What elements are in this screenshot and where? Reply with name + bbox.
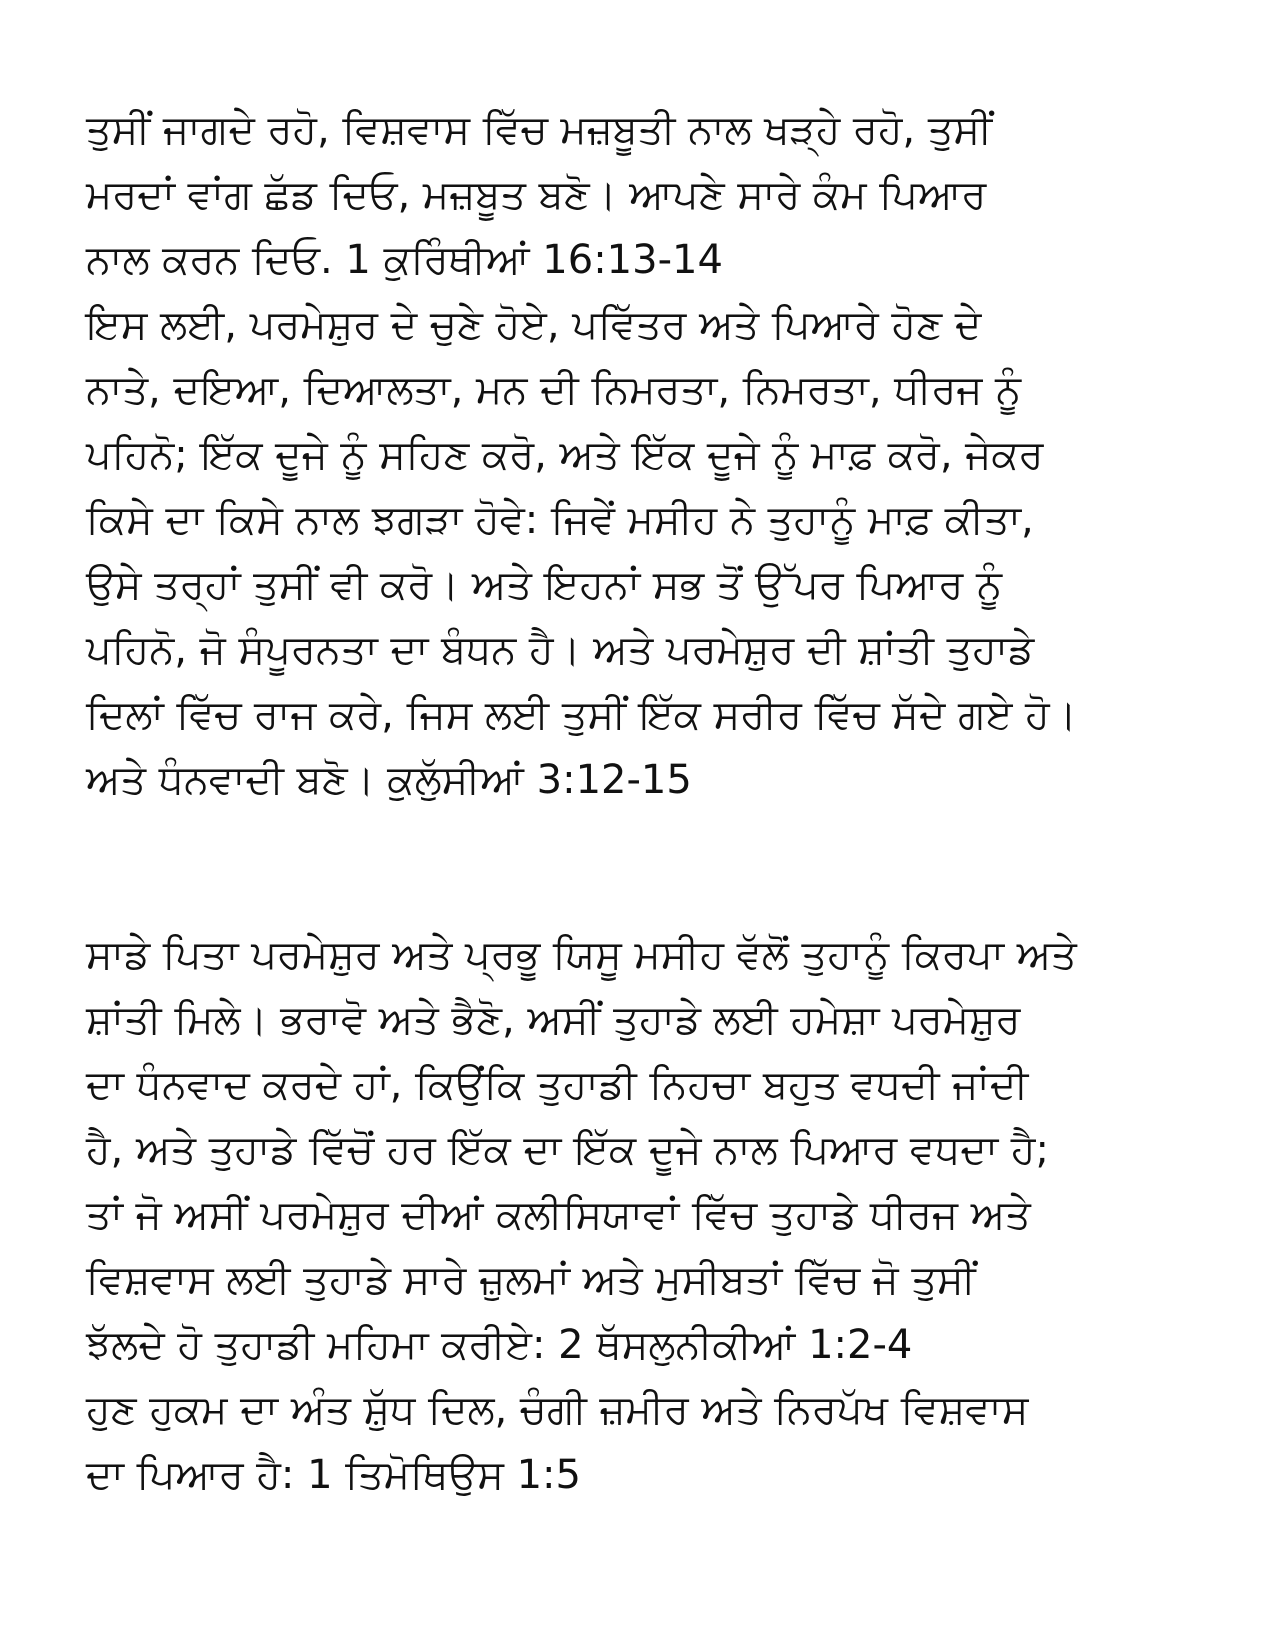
text-line: ਸਾਡੇ ਪਿਤਾ ਪਰਮੇਸ਼ੁਰ ਅਤੇ ਪ੍ਰਭੂ ਯਿਸੂ ਮਸੀਹ ਵੱਲੋਂ ਤੁਹਾਨੂੰ ਕਿਰਪਾ ਅਤੇ (86, 932, 1077, 978)
text-line: ਹੈ, ਅਤੇ ਤੁਹਾਡੇ ਵਿੱਚੋਂ ਹਰ ਇੱਕ ਦਾ ਇੱਕ ਦੂਜੇ ਨਾਲ ਪਿਆਰ ਵਧਦਾ ਹੈ; (86, 1127, 1049, 1173)
scripture-paragraph-1 (86, 98, 1206, 813)
text-line: ਨਾਤੇ, ਦਇਆ, ਦਿਆਲਤਾ, ਮਨ ਦੀ ਨਿਮਰਤਾ, ਨਿਮਰਤਾ, ਧੀਰਜ ਨੂੰ (86, 367, 1022, 413)
text-line: ਮਰਦਾਂ ਵਾਂਗ ਛੱਡ ਦਿਓ, ਮਜ਼ਬੂਤ ਬਣੋ। ਆਪਣੇ ਸਾਰੇ ਕੰਮ ਪਿਆਰ (86, 172, 987, 218)
text-line: ਪਹਿਨੋ, ਜੋ ਸੰਪੂਰਨਤਾ ਦਾ ਬੰਧਨ ਹੈ। ਅਤੇ ਪਰਮੇਸ਼ੁਰ ਦੀ ਸ਼ਾਂਤੀ ਤੁਹਾਡੇ (86, 627, 1035, 673)
text-line: ਅਤੇ ਧੰਨਵਾਦੀ ਬਣੋ। ਕੁਲੁੱਸੀਆਂ 3:12-15 (86, 757, 692, 803)
text-line: ਦਾ ਧੰਨਵਾਦ ਕਰਦੇ ਹਾਂ, ਕਿਉਂਕਿ ਤੁਹਾਡੀ ਨਿਹਚਾ ਬਹੁਤ ਵਧਦੀ ਜਾਂਦੀ (86, 1062, 1029, 1108)
text-line: ਕਿਸੇ ਦਾ ਕਿਸੇ ਨਾਲ ਝਗੜਾ ਹੋਵੇ: ਜਿਵੇਂ ਮਸੀਹ ਨੇ ਤੁਹਾਨੂੰ ਮਾਫ਼ ਕੀਤਾ, (86, 497, 1034, 543)
text-line: ਇਸ ਲਈ, ਪਰਮੇਸ਼ੁਰ ਦੇ ਚੁਣੇ ਹੋਏ, ਪਵਿੱਤਰ ਅਤੇ ਪਿਆਰੇ ਹੋਣ ਦੇ (86, 302, 982, 348)
text-line: ਸ਼ਾਂਤੀ ਮਿਲੇ। ਭਰਾਵੋ ਅਤੇ ਭੈਣੋ, ਅਸੀਂ ਤੁਹਾਡੇ ਲਈ ਹਮੇਸ਼ਾ ਪਰਮੇਸ਼ੁਰ (86, 997, 1021, 1043)
text-line: ਤਾਂ ਜੋ ਅਸੀਂ ਪਰਮੇਸ਼ੁਰ ਦੀਆਂ ਕਲੀਸਿਯਾਵਾਂ ਵਿੱਚ ਤੁਹਾਡੇ ਧੀਰਜ ਅਤੇ (86, 1192, 1031, 1238)
text-line: ਦਾ ਪਿਆਰ ਹੈ: 1 ਤਿਮੋਥਿਉਸ 1:5 (86, 1452, 581, 1498)
text-line: ਹੁਣ ਹੁਕਮ ਦਾ ਅੰਤ ਸ਼ੁੱਧ ਦਿਲ, ਚੰਗੀ ਜ਼ਮੀਰ ਅਤੇ ਨਿਰਪੱਖ ਵਿਸ਼ਵਾਸ (86, 1387, 1029, 1433)
text-line: ਉਸੇ ਤਰ੍ਹਾਂ ਤੁਸੀਂ ਵੀ ਕਰੋ। ਅਤੇ ਇਹਨਾਂ ਸਭ ਤੋਂ ਉੱਪਰ ਪਿਆਰ ਨੂੰ (86, 562, 1003, 608)
text-line: ਵਿਸ਼ਵਾਸ ਲਈ ਤੁਹਾਡੇ ਸਾਰੇ ਜ਼ੁਲਮਾਂ ਅਤੇ ਮੁਸੀਬਤਾਂ ਵਿੱਚ ਜੋ ਤੁਸੀਂ (86, 1257, 976, 1303)
scripture-paragraph-2 (86, 923, 1206, 1508)
text-line: ਤੁਸੀਂ ਜਾਗਦੇ ਰਹੋ, ਵਿਸ਼ਵਾਸ ਵਿੱਚ ਮਜ਼ਬੂਤੀ ਨਾਲ ਖੜ੍ਹੇ ਰਹੋ, ਤੁਸੀਂ (86, 107, 993, 153)
text-line: ਦਿਲਾਂ ਵਿੱਚ ਰਾਜ ਕਰੇ, ਜਿਸ ਲਈ ਤੁਸੀਂ ਇੱਕ ਸਰੀਰ ਵਿੱਚ ਸੱਦੇ ਗਏ ਹੋ। (86, 692, 1077, 738)
text-line: ਨਾਲ ਕਰਨ ਦਿਓ. 1 ਕੁਰਿੰਥੀਆਂ 16:13-14 (86, 237, 723, 283)
text-line: ਝੱਲਦੇ ਹੋ ਤੁਹਾਡੀ ਮਹਿਮਾ ਕਰੀਏ: 2 ਥੱਸਲੁਨੀਕੀਆਂ 1:2-4 (86, 1322, 913, 1368)
text-line: ਪਹਿਨੋ; ਇੱਕ ਦੂਜੇ ਨੂੰ ਸਹਿਣ ਕਰੋ, ਅਤੇ ਇੱਕ ਦੂਜੇ ਨੂੰ ਮਾਫ਼ ਕਰੋ, ਜੇਕਰ (86, 432, 1044, 478)
